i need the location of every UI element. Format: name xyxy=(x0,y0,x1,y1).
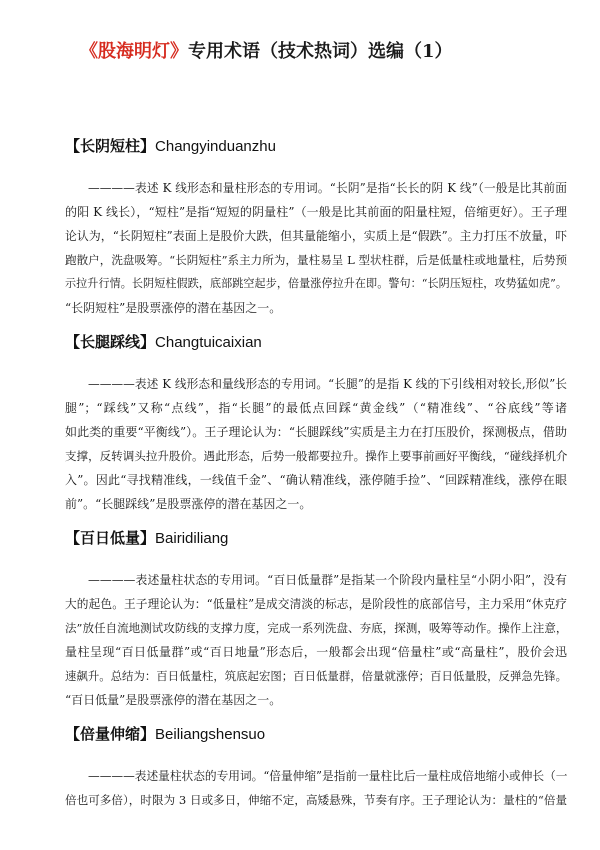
term-heading xyxy=(65,332,567,352)
paragraph-line: 跑散户，洗盘吸筹。“长阴短柱”系主力所为，量柱易呈 L 型状柱群，后是低量柱或地量柱，后势预 xyxy=(65,253,567,267)
term-name: 【百日低量】 xyxy=(65,529,156,547)
paragraph-line: 论认为，“长阴短柱”表面上是股价大跌，但其量能缩小，实质上是“假跌”。主力打压不放量，吓 xyxy=(65,229,567,243)
paragraph-line: “百日低量”是股票涨停的潜在基因之一。 xyxy=(65,693,282,707)
term-name: 【倍量伸缩】 xyxy=(65,725,156,743)
paragraph-line: “长阴短柱”是股票涨停的潜在基因之一。 xyxy=(65,301,282,315)
term-section xyxy=(65,724,567,812)
term-section xyxy=(65,136,567,320)
paragraph-line: 示拉升行情。长阴短柱假跌，底部跳空起步，倍量涨停拉升在即。警句：“长阴压短柱，攻势猛如虎”。 xyxy=(65,277,567,290)
title-highlight: 《股海明灯》 xyxy=(80,41,188,62)
paragraph-line: 倍也可多倍），时限为 3 日或多日，伸缩不定，高矮悬殊，节奏有序。王子理论认为：量柱的“倍量 xyxy=(65,793,567,807)
term-pinyin: Changtuicaixian xyxy=(155,334,262,351)
term-heading xyxy=(65,136,567,156)
paragraph-line: ————表述量柱状态的专用词。“倍量伸缩”是指前一量柱比后一量柱成倍地缩小或伸长（一 xyxy=(88,769,567,783)
paragraph-line: 的阳 K 线长），“短柱”是指“短短的阴量柱”（一般是比其前面的阳量柱短，倍缩更好）。王子理 xyxy=(65,205,567,219)
paragraph-line: 入”。因此“寻找精准线，一线值千金”、“确认精准线，涨停随手捡”、“回踩精准线，涨停在眼 xyxy=(65,473,567,487)
paragraph-line: 支撑，反转调头拉升股价。遇此形态，后势一般都要拉升。操作上要事前画好平衡线，“碰线择机介 xyxy=(65,449,567,463)
term-paragraph xyxy=(65,372,567,516)
paragraph-line: 如此类的重要“平衡线”）。王子理论认为：“长腿踩线”实质是主力在打压股价，探测极点，借助 xyxy=(65,425,567,439)
term-section xyxy=(65,528,567,712)
paragraph-line: ————表述 K 线形态和量柱形态的专用词。“长阴”是指“长长的阴 K 线”（一般是比其前面 xyxy=(88,181,567,195)
paragraph-line: 量柱呈现“百日低量群”或“百日地量”形态后，一般都会出现“倍量柱”或“高量柱”，股价会迅 xyxy=(65,645,567,659)
paragraph-line: 大的起色。王子理论认为：“低量柱”是成交清淡的标志，是阶段性的底部信号，主力采用“休克疗 xyxy=(65,597,567,611)
term-name: 【长腿踩线】 xyxy=(65,333,156,351)
paragraph-line: ————表述 K 线形态和量线形态的专用词。“长腿”的是指 K 线的下引线相对较长,形似”长 xyxy=(88,377,567,391)
term-name: 【长阴短柱】 xyxy=(65,137,156,155)
term-paragraph xyxy=(65,568,567,712)
term-pinyin: Beiliangshensuo xyxy=(155,726,266,743)
paragraph-line: ————表述量柱状态的专用词。“百日低量群”是指某一个阶段内量柱呈“小阴小阳”，没有 xyxy=(88,573,567,587)
paragraph-line: 法”放任自流地测试攻防线的支撑力度，完成一系列洗盘、夯底，探测，吸筹等动作。操作上注意， xyxy=(65,621,567,635)
paragraph-line: 前”。“长腿踩线”是股票涨停的潜在基因之一。 xyxy=(65,497,312,511)
paragraph-line: 腿”；“踩线”又称“点线”，指“长腿”的最低点回踩“黄金线”（“精准线”、“谷底线”等诸 xyxy=(65,401,567,415)
document-title xyxy=(80,38,453,66)
paragraph-line: 速飙升。总结为：百日低量柱，筑底起宏图；百日低量群，倍量就涨停；百日低量股，反弹急先锋。 xyxy=(65,669,567,683)
document-body xyxy=(65,136,567,812)
term-section xyxy=(65,332,567,516)
term-paragraph xyxy=(65,176,567,320)
title-text: 专用术语（技术热词）选编（1） xyxy=(188,41,453,62)
term-heading xyxy=(65,724,567,744)
term-pinyin: Bairidiliang xyxy=(155,530,229,547)
term-paragraph xyxy=(65,764,567,812)
term-heading xyxy=(65,528,567,548)
term-pinyin: Changyinduanzhu xyxy=(155,138,276,155)
